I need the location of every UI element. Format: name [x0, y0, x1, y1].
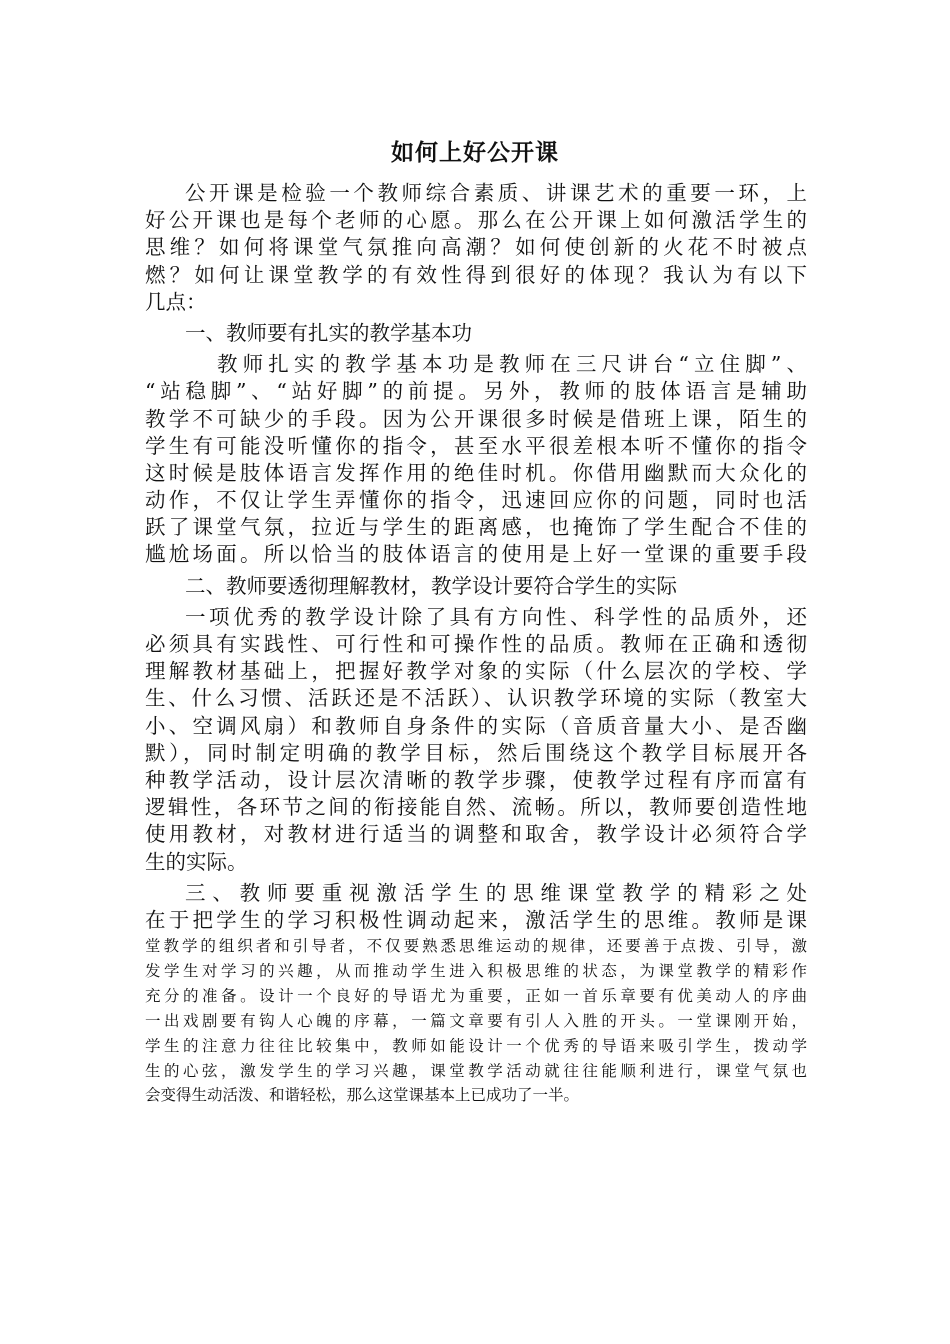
text-line: 一出戏剧要有钩人心魄的序幕，一篇文章要有引人入胜的开头。一堂课刚开始，: [145, 1011, 807, 1030]
text-line: 尴尬场面。所以恰当的肢体语言的使用是上好一堂课的重要手段: [145, 542, 807, 567]
section-3-paragraph: [145, 907, 807, 1108]
section-2-heading: 二、教师要透彻理解教材，教学设计要符合学生的实际: [185, 573, 677, 598]
text-line: 小、空调风扇）和教师自身条件的实际（音质音量大小、是否幽: [145, 713, 807, 738]
text-line: 教师扎实的教学基本功是教师在三尺讲台“立住脚”、: [217, 352, 807, 377]
text-line: “站稳脚”、“站好脚”的前提。另外，教师的肢体语言是辅助: [145, 379, 807, 404]
text-line: 生的实际。: [145, 849, 248, 874]
document-title: 如何上好公开课: [391, 139, 559, 166]
section-1-heading: 一、教师要有扎实的教学基本功: [185, 320, 472, 345]
text-line: 使用教材，对教材进行适当的调整和取舍，教学设计必须符合学: [145, 822, 807, 847]
text-line: 这时候是肢体语言发挥作用的绝佳时机。你借用幽默而大众化的: [145, 460, 807, 485]
text-line: 发学生对学习的兴趣，从而推动学生进入积极思维的状态，为课堂教学的精彩作: [145, 961, 807, 980]
text-line: 燃？如何让课堂教学的有效性得到很好的体现？我认为有以下: [145, 262, 807, 287]
text-line: 公开课是检验一个教师综合素质、讲课艺术的重要一环，上: [185, 181, 807, 205]
text-line: 在于把学生的学习积极性调动起来，激活学生的思维。教师是课: [145, 907, 807, 932]
text-line: 动作，不仅让学生弄懂你的指令，迅速回应你的问题，同时也活: [145, 488, 807, 513]
section-3-heading-line: [145, 880, 807, 907]
section-3-heading: 三、教师要重视激活学生的思维: [185, 880, 568, 905]
text-line: 几点：: [145, 289, 207, 314]
text-line: 思维？如何将课堂气氛推向高潮？如何使创新的火花不时被点: [145, 235, 807, 260]
text-line: 种教学活动，设计层次清晰的教学步骤，使教学过程有序而富有: [145, 767, 807, 792]
text-line: 默），同时制定明确的教学目标，然后围绕这个教学目标展开各: [145, 740, 807, 765]
text-line: 一项优秀的教学设计除了具有方向性、科学性的品质外，还: [185, 604, 807, 629]
text-line: 生的心弦，激发学生的学习兴趣，课堂教学活动就往往能顺利进行，课堂气氛也: [145, 1061, 807, 1080]
text-line: 好公开课也是每个老师的心愿。那么在公开课上如何激活学生的: [145, 208, 807, 233]
text-line: 充分的准备。设计一个良好的导语尤为重要，正如一首乐章要有优美动人的序曲: [145, 986, 807, 1005]
section-3-heading-tail: 课堂教学的精彩之处: [567, 880, 808, 905]
text-line: 会变得生动活泼、和谐轻松，那么这堂课基本上已成功了一半。: [145, 1086, 580, 1105]
text-line: 堂教学的组织者和引导者，不仅要熟悉思维运动的规律，还要善于点拨、引导，激: [145, 937, 807, 956]
text-line: 跃了课堂气氛，拉近与学生的距离感，也掩饰了学生配合不佳的: [145, 515, 807, 540]
section-1-paragraph: [145, 351, 807, 569]
text-line: 学生有可能没听懂你的指令，甚至水平很差根本听不懂你的指令: [145, 433, 807, 458]
section-2-paragraph: [145, 604, 807, 876]
document-body: [145, 180, 807, 1108]
text-line: 理解教材基础上，把握好教学对象的实际（什么层次的学校、学: [145, 659, 807, 684]
text-line: 学生的注意力往往比较集中，教师如能设计一个优秀的导语来吸引学生，拨动学: [145, 1036, 807, 1055]
text-line: 生、什么习惯、活跃还是不活跃）、认识教学环境的实际（教室大: [145, 686, 807, 711]
text-line: 逻辑性，各环节之间的衔接能自然、流畅。所以，教师要创造性地: [145, 795, 807, 820]
intro-paragraph: [145, 180, 807, 316]
text-line: 必须具有实践性、可行性和可操作性的品质。教师在正确和透彻: [145, 632, 807, 656]
text-line: 教学不可缺少的手段。因为公开课很多时候是借班上课，陌生的: [145, 406, 807, 431]
